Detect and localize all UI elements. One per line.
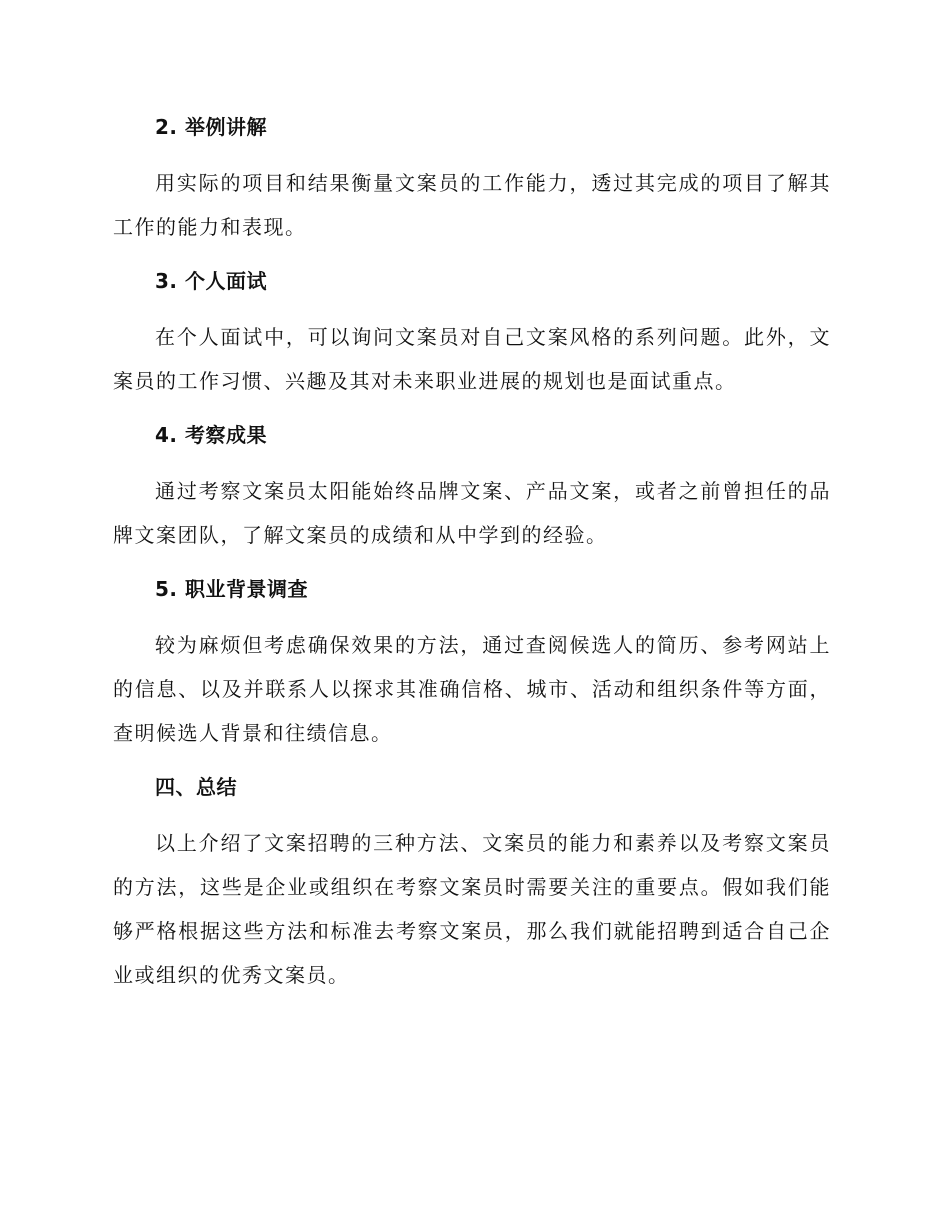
document-body	[113, 108, 831, 997]
section-paragraph-results: 通过考察文案员太阳能始终品牌文案、产品文案，或者之前曾担任的品牌文案团队，了解文案员的成绩和从中学到的经验。	[113, 479, 831, 547]
section-heading-results: 4. 考察成果	[155, 423, 267, 447]
section-heading-background-check: 5. 职业背景调查	[155, 577, 308, 601]
section-paragraph-background-check: 较为麻烦但考虑确保效果的方法，通过查阅候选人的简历、参考网站上的信息、以及并联系人以探求其准确信格、城市、活动和组织条件等方面，查明候选人背景和往绩信息。	[113, 633, 831, 745]
section-paragraph-example: 用实际的项目和结果衡量文案员的工作能力，透过其完成的项目了解其工作的能力和表现。	[113, 171, 831, 239]
section-heading-example: 2. 举例讲解	[155, 115, 267, 139]
section-paragraph-interview: 在个人面试中，可以询问文案员对自己文案风格的系列问题。此外，文案员的工作习惯、兴趣及其对未来职业进展的规划也是面试重点。	[113, 325, 831, 393]
section-paragraph-summary: 以上介绍了文案招聘的三种方法、文案员的能力和素养以及考察文案员的方法，这些是企业或组织在考察文案员时需要关注的重要点。假如我们能够严格根据这些方法和标准去考察文案员，那么我们就能招聘到适合自己企业或组织的优秀文案员。	[113, 831, 831, 987]
section-heading-interview: 3. 个人面试	[155, 269, 267, 293]
section-heading-summary: 四、总结	[155, 775, 237, 799]
